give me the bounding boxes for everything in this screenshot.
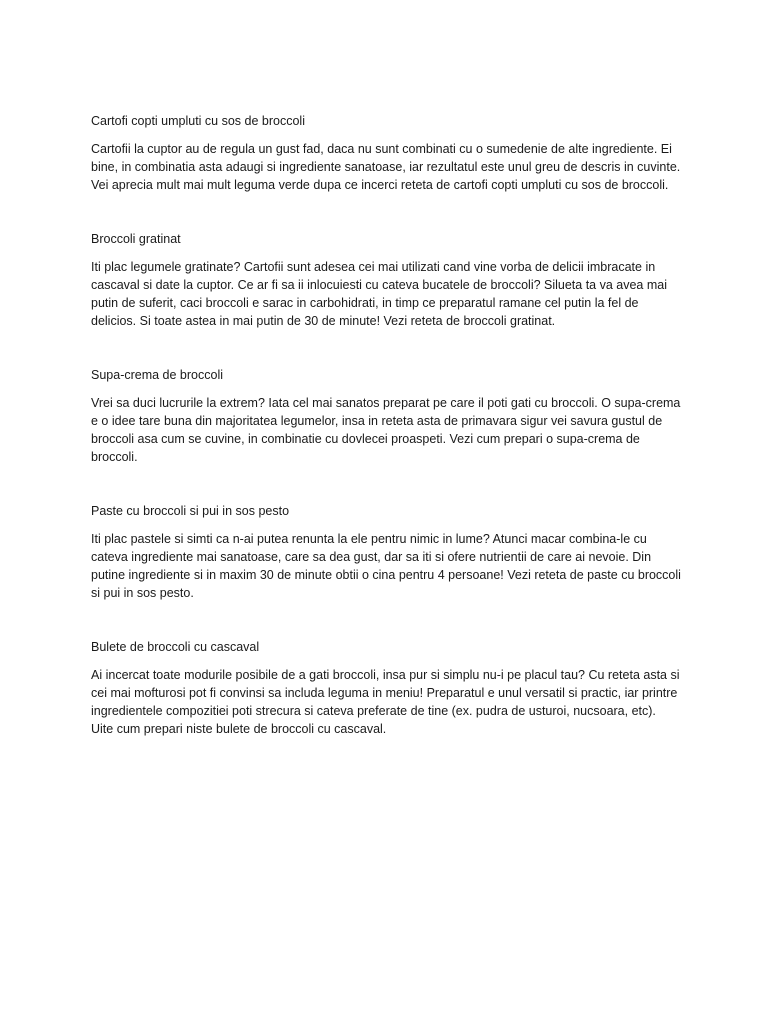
section-heading: Paste cu broccoli si pui in sos pesto <box>91 504 290 518</box>
section-heading: Cartofi copti umpluti cu sos de broccoli <box>91 114 305 128</box>
section-paragraph: Vrei sa duci lucrurile la extrem? Iata cel mai sanatos preparat pe care il poti gati cu broccoli. O supa-crema e o idee tare buna din majoritatea legumelor, insa in reteta asta de primavara sigur vei savura gustul de broccoli asa cum se cuvine, in combinatie cu dovlecei proaspeti. Vezi cum prepari o supa-crema de broccoli. <box>91 396 681 464</box>
recipe-section-paste <box>91 502 681 602</box>
recipe-section-gratinat <box>91 230 681 330</box>
document-page <box>91 112 681 774</box>
recipe-section-supa <box>91 366 681 466</box>
section-paragraph: Iti plac legumele gratinate? Cartofii sunt adesea cei mai utilizati cand vine vorba de delicii imbracate in cascaval si date la cuptor. Ce ar fi sa ii inlocuiesti cu cateva bucatele de broccoli? Silueta ta va avea mai putin de suferit, caci broccoli e sarac in carbohidrati, in timp ce preparatul ramane cel putin la fel de delicios. Si toate astea in mai putin de 30 de minute! Vezi reteta de broccoli gratinat. <box>91 260 668 328</box>
recipe-section-bulete <box>91 638 681 738</box>
section-paragraph: Iti plac pastele si simti ca n-ai putea renunta la ele pentru nimic in lume? Atunci macar combina-le cu cateva ingrediente mai sanatoase, care sa dea gust, dar sa iti si ofere nutrientii de care ai nevoie. Din putine ingrediente si in maxim 30 de minute obtii o cina pentru 4 persoane! Vezi reteta de paste cu broccoli si pui in sos pesto. <box>91 532 681 600</box>
section-heading: Bulete de broccoli cu cascaval <box>91 640 260 654</box>
section-paragraph: Cartofii la cuptor au de regula un gust fad, daca nu sunt combinati cu o sumedenie de alte ingrediente. Ei bine, in combinatia asta adaugi si ingrediente sanatoase, iar rezultatul este unul greu de descris in cuvinte. Vei aprecia mult mai mult leguma verde dupa ce incerci reteta de cartofi copti umpluti cu sos de broccoli. <box>91 142 681 192</box>
section-heading: Supa-crema de broccoli <box>91 368 224 382</box>
recipe-section-cartofi <box>91 112 681 194</box>
section-paragraph: Ai incercat toate modurile posibile de a gati broccoli, insa pur si simplu nu-i pe placul tau? Cu reteta asta si cei mai mofturosi pot fi convinsi sa includa leguma in meniu! Preparatul e unul versatil si practic, iar printre ingredientele compozitiei poti strecura si cateva preferate de tine (ex. pudra de usturoi, nucsoara, etc). Uite cum prepari niste bulete de broccoli cu cascaval. <box>91 668 680 736</box>
section-heading: Broccoli gratinat <box>91 232 181 246</box>
